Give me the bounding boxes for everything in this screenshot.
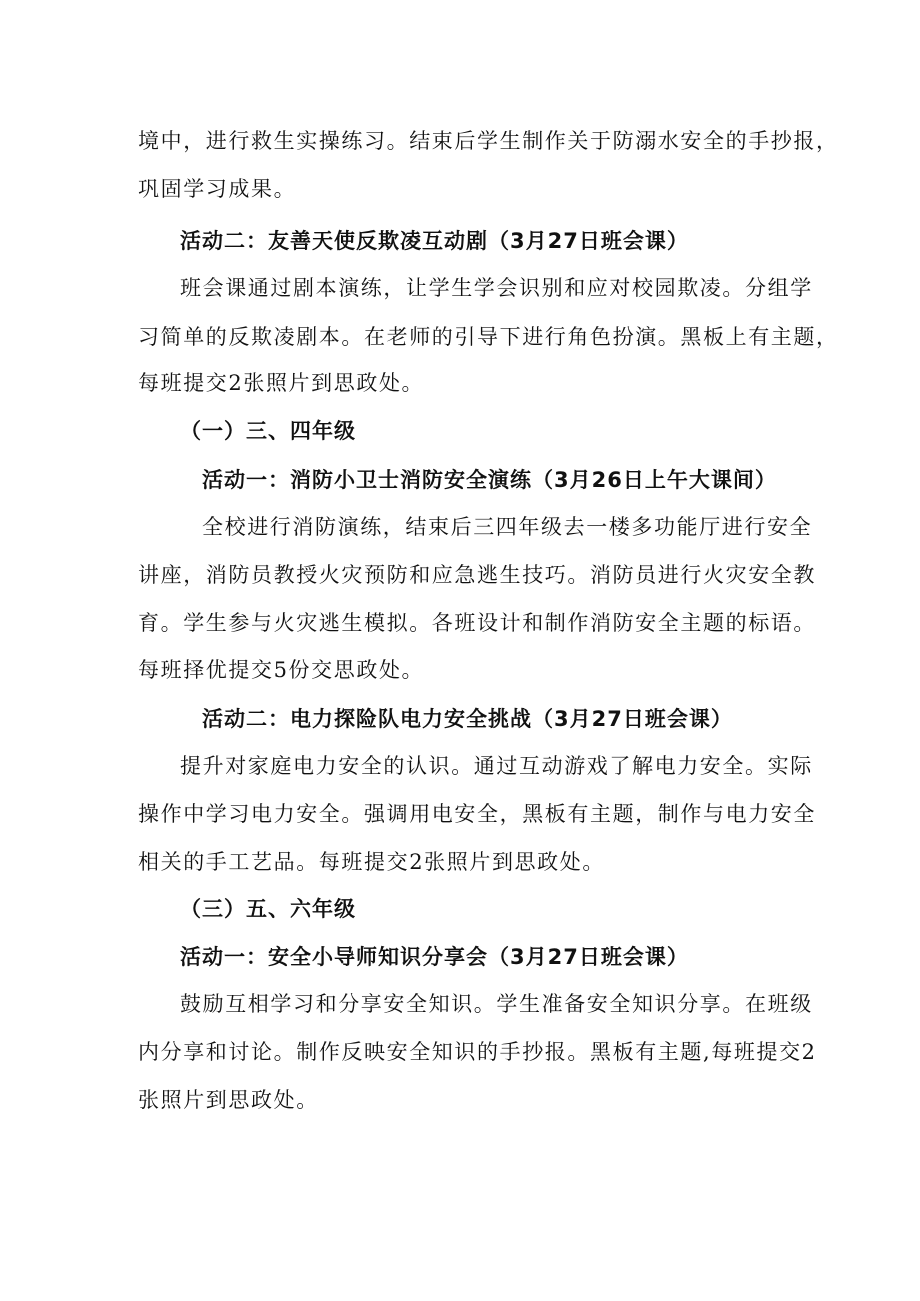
section-heading: （三）五、六年级 xyxy=(180,897,356,921)
paragraph-line: 班会课通过剧本演练，让学生学会识别和应对校园欺凌。分组学 xyxy=(180,276,813,300)
section-heading: （一）三、四年级 xyxy=(180,419,356,443)
paragraph-line: 每班择优提交5份交思政处。 xyxy=(138,658,425,682)
paragraph-line: 张照片到思政处。 xyxy=(138,1088,319,1112)
paragraph-line: 相关的手工艺品。每班提交2张照片到思政处。 xyxy=(138,850,605,874)
paragraph-line: 境中，进行救生实操练习。结束后学生制作关于防溺水安全的手抄报， xyxy=(138,129,839,153)
paragraph-line: 全校进行消防演练，结束后三四年级去一楼多功能厅进行安全 xyxy=(202,515,813,539)
paragraph-line: 每班提交2张照片到思政处。 xyxy=(138,371,425,395)
paragraph-line: 巩固学习成果。 xyxy=(138,177,297,201)
paragraph-line: 内分享和讨论。制作反映安全知识的手抄报。黑板有主题,每班提交2 xyxy=(138,1040,817,1064)
paragraph-line: 习简单的反欺凌剧本。在老师的引导下进行角色扮演。黑板上有主题， xyxy=(138,325,839,349)
paragraph-line: 育。学生参与火灾逃生模拟。各班设计和制作消防安全主题的标语。 xyxy=(138,611,816,635)
activity-heading: 活动二：友善天使反欺凌互动剧（3月27日班会课） xyxy=(180,229,689,253)
activity-heading: 活动二：电力探险队电力安全挑战（3月27日班会课） xyxy=(202,707,733,731)
paragraph-line: 鼓励互相学习和分享安全知识。学生准备安全知识分享。在班级 xyxy=(180,992,813,1016)
activity-heading: 活动一：安全小导师知识分享会（3月27日班会课） xyxy=(180,945,689,969)
paragraph-line: 操作中学习电力安全。强调用电安全，黑板有主题，制作与电力安全 xyxy=(138,802,816,826)
activity-heading: 活动一：消防小卫士消防安全演练（3月26日上午大课间） xyxy=(202,468,777,492)
paragraph-line: 提升对家庭电力安全的认识。通过互动游戏了解电力安全。实际 xyxy=(180,754,813,778)
paragraph-line: 讲座，消防员教授火灾预防和应急逃生技巧。消防员进行火灾安全教 xyxy=(138,563,816,587)
